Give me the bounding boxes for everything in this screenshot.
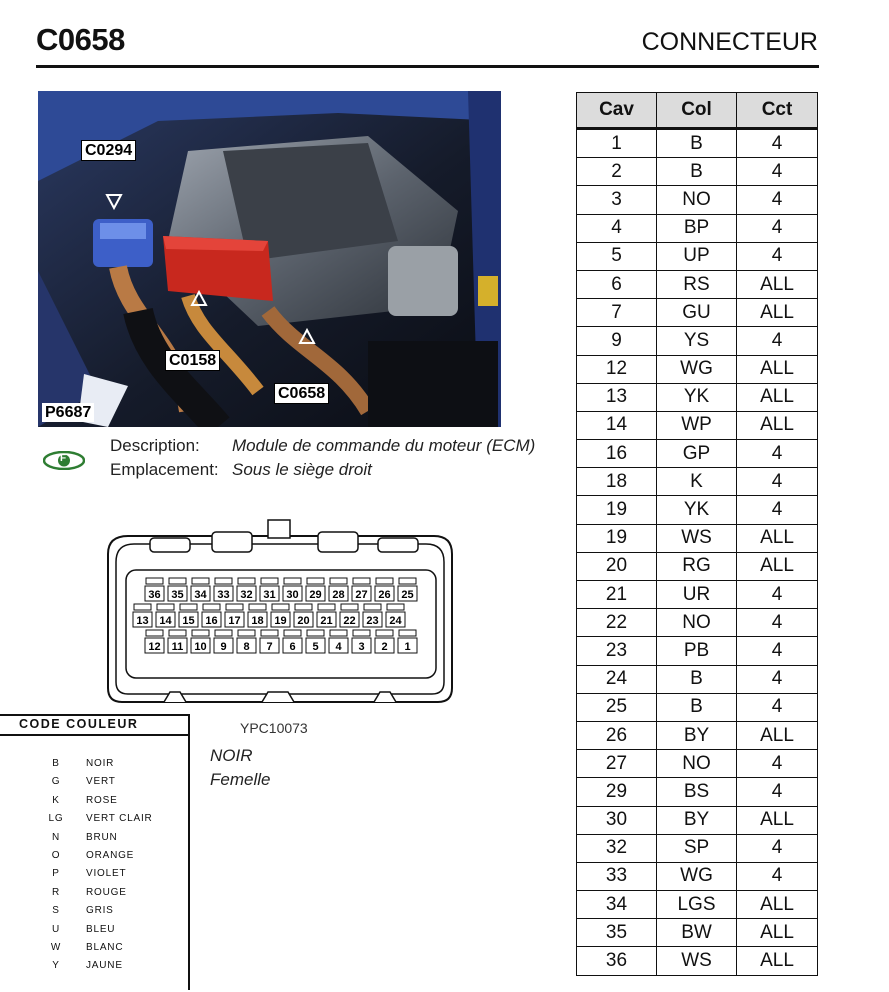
wire-color-cell: WG bbox=[657, 355, 737, 383]
table-row bbox=[577, 468, 818, 496]
circuit-cell: 4 bbox=[737, 214, 818, 242]
pin-cavity bbox=[353, 630, 370, 636]
pin-number: 9 bbox=[220, 641, 227, 653]
pin-cavity bbox=[192, 630, 209, 636]
pin-number: 8 bbox=[243, 641, 250, 653]
pin-number: 14 bbox=[159, 615, 172, 627]
cavity-cell: 25 bbox=[577, 693, 657, 721]
cavity-cell: 20 bbox=[577, 552, 657, 580]
legend-code: K bbox=[52, 794, 60, 806]
photo-reference: P6687 bbox=[42, 403, 94, 422]
pin-cavity bbox=[364, 604, 381, 610]
table-row bbox=[577, 806, 818, 834]
circuit-cell: 4 bbox=[737, 693, 818, 721]
table-row bbox=[577, 891, 818, 919]
legend-color-name: VERT bbox=[86, 776, 116, 788]
circuit-cell: ALL bbox=[737, 355, 818, 383]
circuit-cell: ALL bbox=[737, 524, 818, 552]
wire-color-cell: BP bbox=[657, 214, 737, 242]
pin-cavity bbox=[307, 578, 324, 584]
pin-cavity bbox=[376, 578, 393, 584]
legend-row bbox=[0, 758, 188, 776]
cavity-cell: 7 bbox=[577, 299, 657, 327]
pin-cavity bbox=[238, 630, 255, 636]
pin-number: 29 bbox=[309, 589, 322, 601]
cavity-cell: 13 bbox=[577, 383, 657, 411]
circuit-cell: ALL bbox=[737, 299, 818, 327]
connector-color: NOIR bbox=[210, 746, 253, 765]
column-header-cav: Cav bbox=[577, 93, 657, 129]
legend-color-name: ROSE bbox=[86, 794, 118, 806]
cavity-cell: 32 bbox=[577, 834, 657, 862]
pin-cavity bbox=[146, 630, 163, 636]
cavity-cell: 33 bbox=[577, 862, 657, 890]
pin-cavity bbox=[330, 630, 347, 636]
circuit-cell: ALL bbox=[737, 552, 818, 580]
circuit-cell: ALL bbox=[737, 947, 818, 975]
region-badge-letter: F bbox=[60, 453, 67, 464]
wire-color-cell: B bbox=[657, 693, 737, 721]
description-label: Description: bbox=[110, 436, 200, 455]
location-label: Emplacement: bbox=[110, 460, 219, 479]
pin-cavity bbox=[169, 578, 186, 584]
pin-cavity bbox=[249, 604, 266, 610]
legend-code: U bbox=[51, 923, 61, 935]
pin-cavity bbox=[169, 630, 186, 636]
pin-cavity bbox=[215, 630, 232, 636]
pin-number: 13 bbox=[136, 615, 149, 627]
table-row bbox=[577, 524, 818, 552]
legend-code: Y bbox=[52, 960, 60, 972]
table-row bbox=[577, 242, 818, 270]
legend-color-name: BRUN bbox=[86, 831, 118, 843]
circuit-cell: 4 bbox=[737, 750, 818, 778]
pin-cavity bbox=[284, 630, 301, 636]
pin-number: 33 bbox=[217, 589, 230, 601]
circuit-cell: 4 bbox=[737, 862, 818, 890]
legend-color-name: NOIR bbox=[86, 758, 115, 769]
legend-color-name: JAUNE bbox=[86, 960, 123, 972]
pin-cavity bbox=[272, 604, 289, 610]
wire-color-cell: YK bbox=[657, 383, 737, 411]
legend-row bbox=[0, 776, 188, 794]
wire-color-cell: PB bbox=[657, 637, 737, 665]
pin-number: 23 bbox=[366, 615, 379, 627]
circuit-cell: 4 bbox=[737, 186, 818, 214]
wire-color-cell: GU bbox=[657, 299, 737, 327]
wire-color-cell: WP bbox=[657, 411, 737, 439]
pin-number: 1 bbox=[404, 641, 411, 653]
cavity-cell: 24 bbox=[577, 665, 657, 693]
circuit-cell: 4 bbox=[737, 496, 818, 524]
table-row bbox=[577, 609, 818, 637]
connector-face-drawing bbox=[104, 518, 456, 712]
pin-cavity bbox=[180, 604, 197, 610]
description-value: Module de commande du moteur (ECM) bbox=[232, 436, 536, 455]
wire-color-cell: SP bbox=[657, 834, 737, 862]
pin-number: 34 bbox=[194, 589, 207, 601]
cavity-cell: 1 bbox=[577, 129, 657, 158]
pin-number: 6 bbox=[289, 641, 296, 653]
wire-color-cell: YS bbox=[657, 327, 737, 355]
legend-code: R bbox=[51, 886, 61, 898]
pin-cavity bbox=[284, 578, 301, 584]
pin-number: 24 bbox=[389, 615, 402, 627]
legend-code: O bbox=[51, 850, 61, 861]
color-code-legend bbox=[0, 714, 190, 990]
table-row bbox=[577, 637, 818, 665]
pin-number: 12 bbox=[148, 641, 161, 653]
pin-number: 32 bbox=[240, 589, 253, 601]
legend-row bbox=[0, 850, 188, 868]
pin-assignment-table bbox=[576, 92, 818, 976]
wire-color-cell: BW bbox=[657, 919, 737, 947]
wire-color-cell: K bbox=[657, 468, 737, 496]
cavity-cell: 4 bbox=[577, 214, 657, 242]
pin-cavity bbox=[215, 578, 232, 584]
column-header-cct: Cct bbox=[737, 93, 818, 129]
table-row bbox=[577, 299, 818, 327]
circuit-cell: ALL bbox=[737, 891, 818, 919]
cavity-cell: 19 bbox=[577, 524, 657, 552]
pin-number: 5 bbox=[312, 641, 319, 653]
cavity-cell: 3 bbox=[577, 186, 657, 214]
pin-number: 22 bbox=[343, 615, 356, 627]
legend-row bbox=[0, 887, 188, 905]
circuit-cell: ALL bbox=[737, 270, 818, 298]
pin-number: 30 bbox=[286, 589, 299, 601]
wire-color-cell: BS bbox=[657, 778, 737, 806]
circuit-cell: 4 bbox=[737, 637, 818, 665]
legend-code: G bbox=[51, 776, 61, 788]
pin-cavity bbox=[399, 630, 416, 636]
table-row bbox=[577, 919, 818, 947]
pin-number: 2 bbox=[381, 641, 388, 653]
legend-row bbox=[0, 813, 188, 831]
table-row bbox=[577, 581, 818, 609]
legend-color-name: BLANC bbox=[86, 942, 124, 953]
pin-cavity bbox=[203, 604, 220, 610]
table-row bbox=[577, 862, 818, 890]
connector-gender: Femelle bbox=[210, 770, 271, 789]
pin-number: 7 bbox=[266, 641, 273, 653]
table-row bbox=[577, 327, 818, 355]
document-type-title: CONNECTEUR bbox=[641, 28, 818, 56]
table-row bbox=[577, 129, 818, 158]
wire-color-cell: NO bbox=[657, 186, 737, 214]
location-value: Sous le siège droit bbox=[232, 460, 372, 479]
pin-number: 18 bbox=[251, 615, 264, 627]
cavity-cell: 29 bbox=[577, 778, 657, 806]
pin-number: 27 bbox=[355, 589, 368, 601]
table-row bbox=[577, 158, 818, 186]
pin-number: 35 bbox=[171, 589, 184, 601]
pin-number: 11 bbox=[171, 641, 184, 653]
pin-cavity bbox=[330, 578, 347, 584]
circuit-cell: 4 bbox=[737, 778, 818, 806]
pin-number: 15 bbox=[182, 615, 195, 627]
cavity-cell: 36 bbox=[577, 947, 657, 975]
cavity-cell: 9 bbox=[577, 327, 657, 355]
pin-cavity bbox=[146, 578, 163, 584]
wire-color-cell: BY bbox=[657, 721, 737, 749]
table-row bbox=[577, 214, 818, 242]
circuit-cell: ALL bbox=[737, 806, 818, 834]
connector-code-title: C0658 bbox=[36, 22, 125, 57]
circuit-cell: 4 bbox=[737, 129, 818, 158]
pin-number: 19 bbox=[274, 615, 287, 627]
legend-code: S bbox=[52, 905, 60, 917]
table-row bbox=[577, 721, 818, 749]
cavity-cell: 12 bbox=[577, 355, 657, 383]
circuit-cell: 4 bbox=[737, 581, 818, 609]
cavity-cell: 21 bbox=[577, 581, 657, 609]
pin-cavity bbox=[238, 578, 255, 584]
table-row bbox=[577, 693, 818, 721]
legend-color-name: VERT CLAIR bbox=[86, 813, 153, 825]
photo-label-c0658: C0658 bbox=[274, 383, 329, 404]
circuit-cell: 4 bbox=[737, 665, 818, 693]
table-row bbox=[577, 496, 818, 524]
photo-label-c0158: C0158 bbox=[165, 350, 220, 371]
wire-color-cell: WS bbox=[657, 947, 737, 975]
wire-color-cell: RG bbox=[657, 552, 737, 580]
wire-color-cell: B bbox=[657, 129, 737, 158]
cavity-cell: 26 bbox=[577, 721, 657, 749]
wire-color-cell: LGS bbox=[657, 891, 737, 919]
cavity-cell: 27 bbox=[577, 750, 657, 778]
pin-number: 10 bbox=[194, 641, 207, 653]
wire-color-cell: BY bbox=[657, 806, 737, 834]
pin-number: 3 bbox=[358, 641, 365, 653]
table-row bbox=[577, 411, 818, 439]
wire-color-cell: B bbox=[657, 158, 737, 186]
legend-row bbox=[0, 905, 188, 923]
wire-color-cell: UR bbox=[657, 581, 737, 609]
pin-cavity bbox=[295, 604, 312, 610]
pin-cavity bbox=[307, 630, 324, 636]
pin-number: 20 bbox=[297, 615, 310, 627]
pin-cavity bbox=[387, 604, 404, 610]
photo-label-c0294: C0294 bbox=[81, 140, 136, 161]
legend-code: B bbox=[52, 758, 60, 769]
cavity-cell: 30 bbox=[577, 806, 657, 834]
table-row bbox=[577, 440, 818, 468]
pin-number: 17 bbox=[228, 615, 241, 627]
pin-number: 16 bbox=[205, 615, 218, 627]
region-badge bbox=[43, 451, 85, 470]
legend-code: N bbox=[51, 831, 61, 843]
legend-color-name: VIOLET bbox=[86, 868, 127, 880]
circuit-cell: 4 bbox=[737, 158, 818, 186]
legend-code: W bbox=[50, 942, 62, 953]
circuit-cell: ALL bbox=[737, 411, 818, 439]
pin-number: 31 bbox=[263, 589, 276, 601]
pin-number: 26 bbox=[378, 589, 391, 601]
legend-row bbox=[0, 795, 188, 813]
cavity-cell: 22 bbox=[577, 609, 657, 637]
wire-color-cell: B bbox=[657, 665, 737, 693]
pin-cavity bbox=[353, 578, 370, 584]
wire-color-cell: NO bbox=[657, 750, 737, 778]
cavity-cell: 35 bbox=[577, 919, 657, 947]
cavity-cell: 23 bbox=[577, 637, 657, 665]
pin-cavity bbox=[399, 578, 416, 584]
circuit-cell: 4 bbox=[737, 609, 818, 637]
circuit-cell: ALL bbox=[737, 919, 818, 947]
drawing-reference: YPC10073 bbox=[240, 720, 308, 736]
pin-cavity bbox=[261, 630, 278, 636]
legend-color-name: GRIS bbox=[86, 905, 114, 917]
table-row bbox=[577, 270, 818, 298]
circuit-cell: 4 bbox=[737, 242, 818, 270]
pin-cavity bbox=[318, 604, 335, 610]
cavity-cell: 2 bbox=[577, 158, 657, 186]
table-row bbox=[577, 834, 818, 862]
legend-border bbox=[188, 714, 190, 990]
circuit-cell: 4 bbox=[737, 468, 818, 496]
circuit-cell: 4 bbox=[737, 327, 818, 355]
legend-title: CODE COULEUR bbox=[0, 714, 190, 736]
wire-color-cell: WS bbox=[657, 524, 737, 552]
circuit-cell: ALL bbox=[737, 383, 818, 411]
pin-cavity bbox=[376, 630, 393, 636]
cavity-cell: 34 bbox=[577, 891, 657, 919]
pin-number: 21 bbox=[320, 615, 333, 627]
wire-color-cell: NO bbox=[657, 609, 737, 637]
pin-number: 28 bbox=[332, 589, 345, 601]
connector-outline bbox=[104, 518, 456, 712]
legend-color-name: ROUGE bbox=[86, 886, 127, 898]
cavity-cell: 16 bbox=[577, 440, 657, 468]
table-row bbox=[577, 383, 818, 411]
pin-cavity bbox=[341, 604, 358, 610]
legend-row bbox=[0, 924, 188, 942]
cavity-cell: 19 bbox=[577, 496, 657, 524]
wire-color-cell: WG bbox=[657, 862, 737, 890]
wire-color-cell: YK bbox=[657, 496, 737, 524]
legend-row bbox=[0, 868, 188, 886]
table-row bbox=[577, 778, 818, 806]
wire-color-cell: GP bbox=[657, 440, 737, 468]
wire-color-cell: RS bbox=[657, 270, 737, 298]
table-row bbox=[577, 947, 818, 975]
circuit-cell: 4 bbox=[737, 440, 818, 468]
pin-number: 4 bbox=[335, 641, 342, 653]
cavity-cell: 14 bbox=[577, 411, 657, 439]
table-row bbox=[577, 750, 818, 778]
pin-cavity bbox=[226, 604, 243, 610]
circuit-cell: ALL bbox=[737, 721, 818, 749]
pin-number: 25 bbox=[401, 589, 414, 601]
table-row bbox=[577, 355, 818, 383]
legend-code: LG bbox=[48, 813, 64, 825]
legend-row bbox=[0, 942, 188, 960]
header-rule bbox=[36, 65, 819, 68]
table-header-row bbox=[577, 93, 818, 129]
legend-color-name: BLEU bbox=[86, 923, 116, 935]
pin-cavity bbox=[157, 604, 174, 610]
cavity-cell: 5 bbox=[577, 242, 657, 270]
legend-row bbox=[0, 832, 188, 850]
wire-color-cell: UP bbox=[657, 242, 737, 270]
pin-cavity bbox=[261, 578, 278, 584]
pin-cavity bbox=[134, 604, 151, 610]
legend-row bbox=[0, 960, 188, 978]
table-row bbox=[577, 665, 818, 693]
pin-cavity bbox=[192, 578, 209, 584]
table-row bbox=[577, 552, 818, 580]
table-row bbox=[577, 186, 818, 214]
circuit-cell: 4 bbox=[737, 834, 818, 862]
cavity-cell: 18 bbox=[577, 468, 657, 496]
column-header-col: Col bbox=[657, 93, 737, 129]
cavity-cell: 6 bbox=[577, 270, 657, 298]
location-photo bbox=[38, 91, 501, 427]
legend-color-name: ORANGE bbox=[86, 850, 135, 861]
legend-code: P bbox=[52, 868, 60, 880]
pin-number: 36 bbox=[148, 589, 161, 601]
